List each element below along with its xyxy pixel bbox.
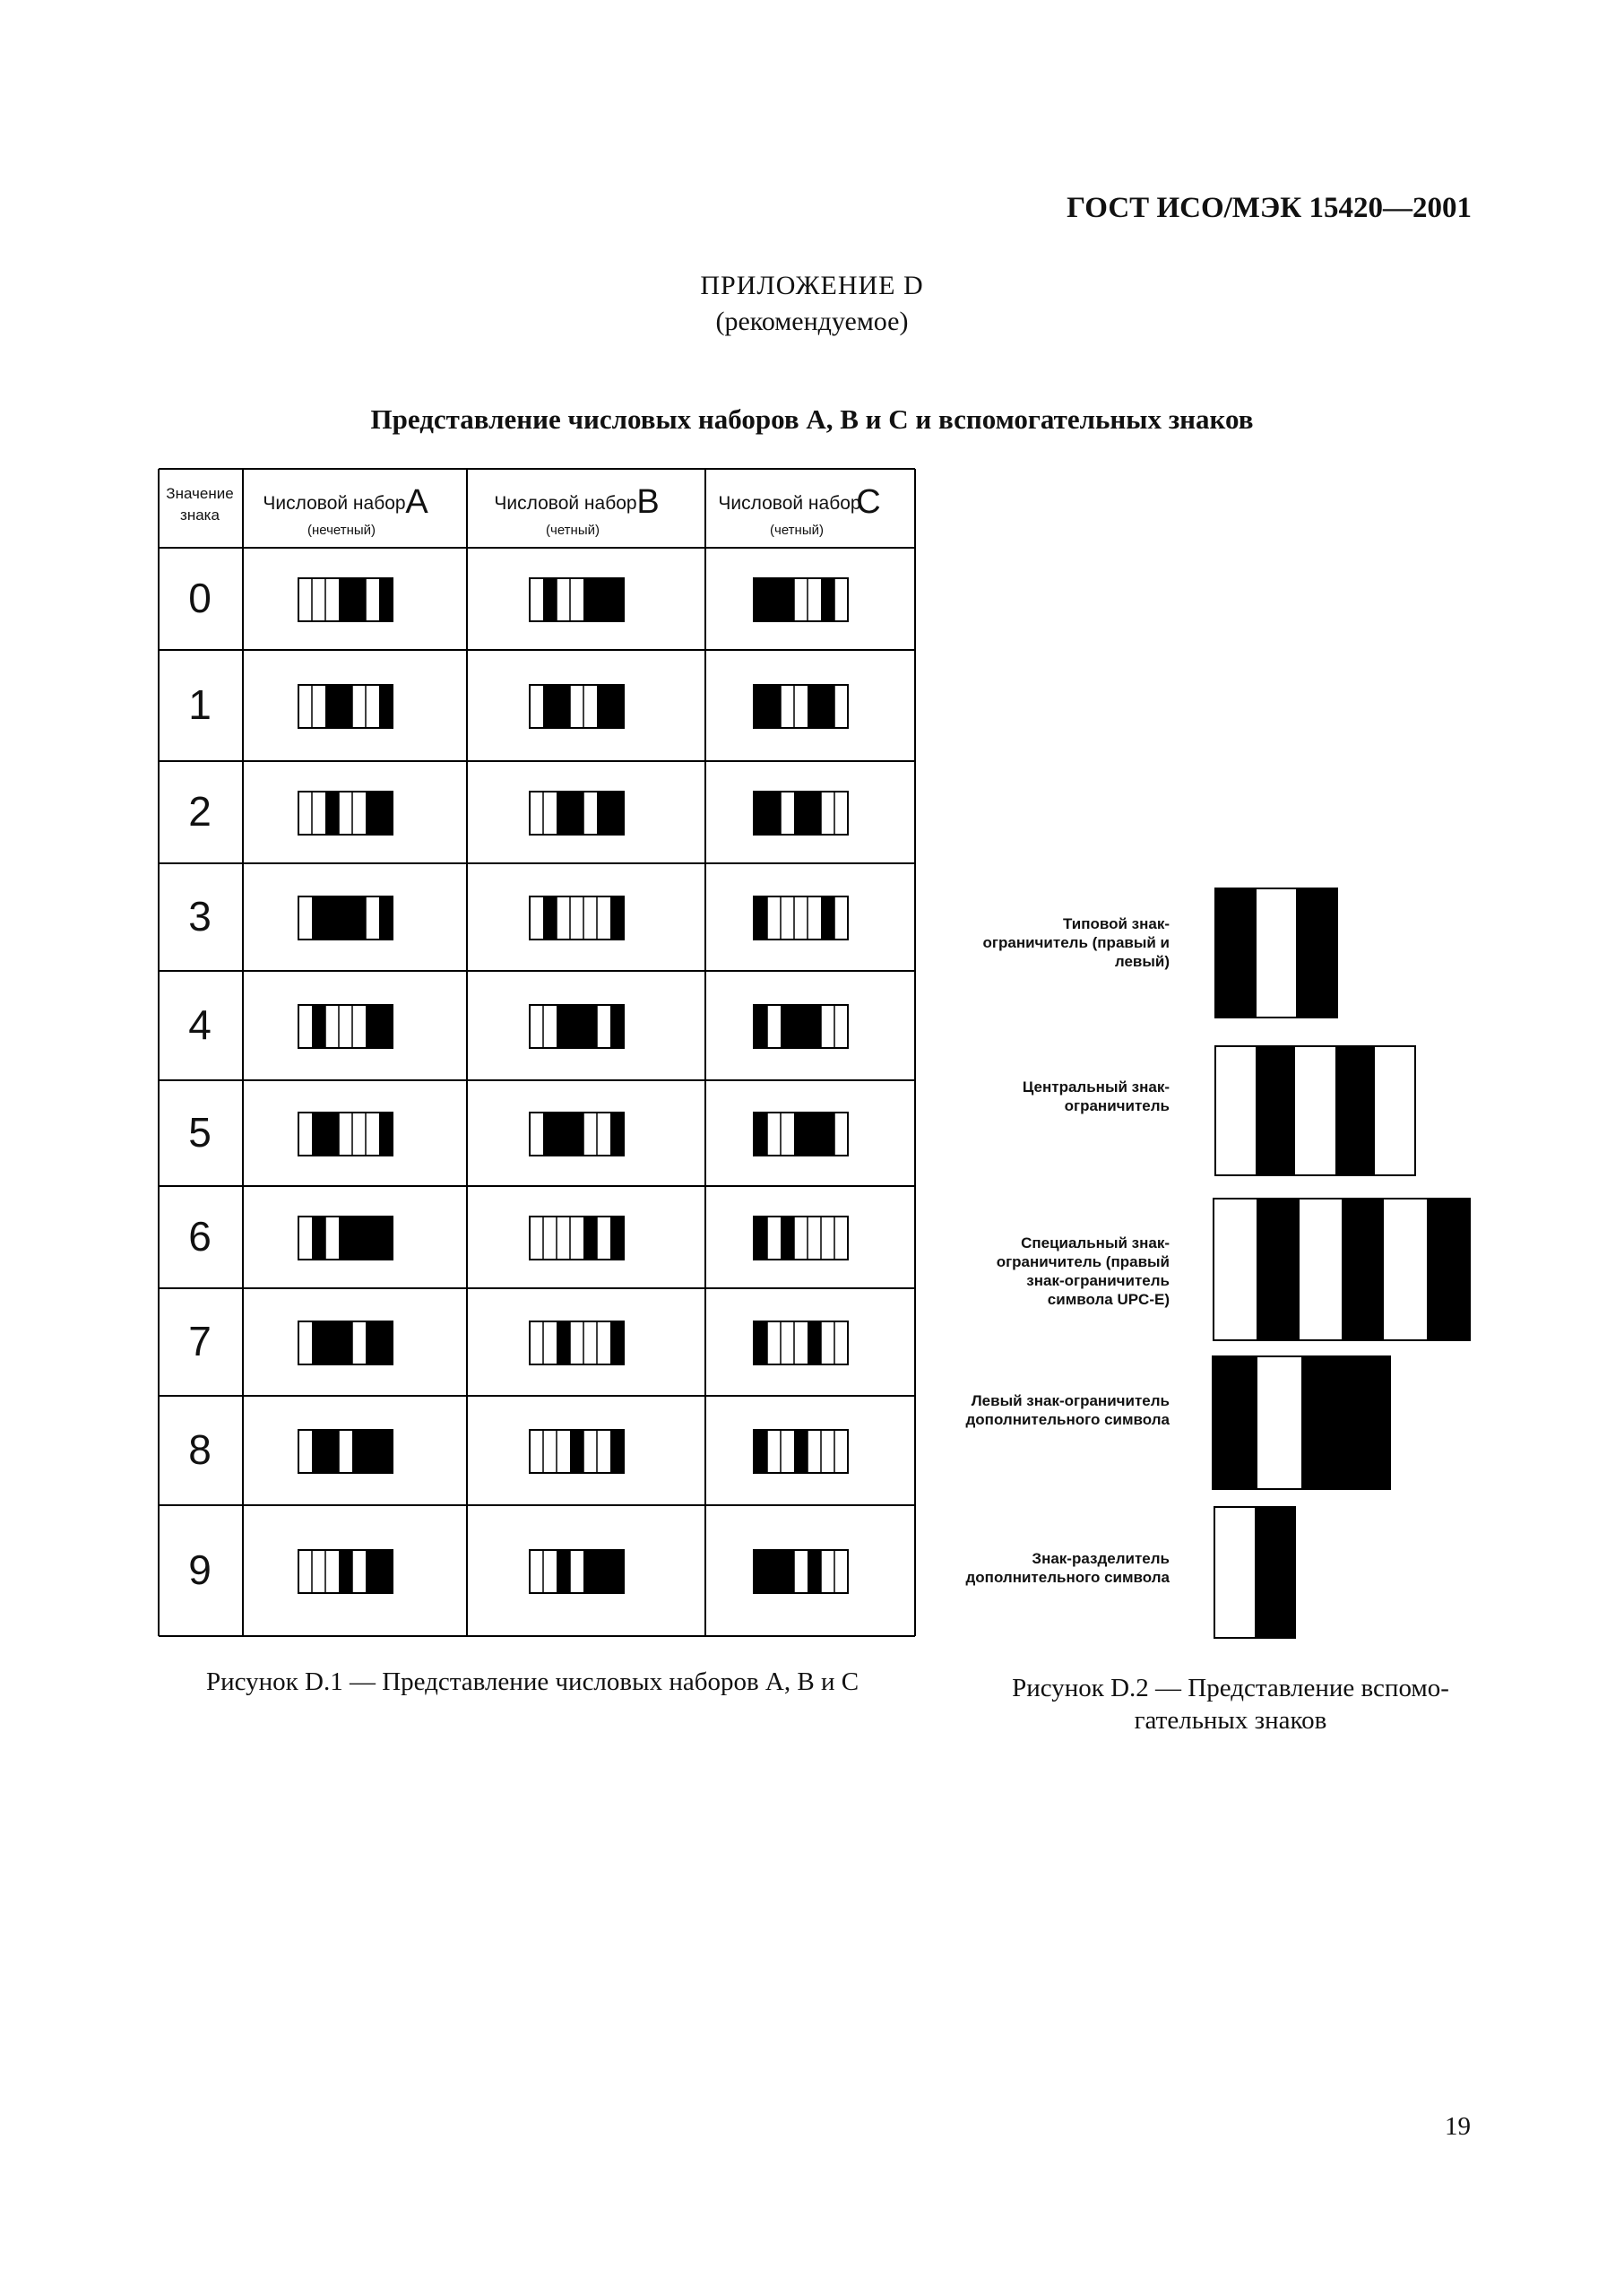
bar-module-A-2-2 <box>325 792 339 835</box>
header-set-parity-C: (четный) <box>770 523 824 538</box>
bar-module-B-1-5 <box>597 685 610 728</box>
bar-module-B-4-3 <box>570 1005 583 1048</box>
bar-module-A-5-2 <box>325 1113 339 1156</box>
aux-symbol-1-module-0 <box>1216 889 1257 1017</box>
bar-module-A-8-4 <box>352 1430 366 1473</box>
digit-label-7: 7 <box>188 1318 212 1364</box>
bar-module-C-5-4 <box>808 1113 821 1156</box>
digit-label-2: 2 <box>188 788 212 835</box>
bar-module-B-9-4 <box>583 1550 597 1593</box>
bar-module-C-2-0 <box>754 792 767 835</box>
digit-label-1: 1 <box>188 681 212 728</box>
bar-module-B-6-4 <box>583 1217 597 1260</box>
aux-symbol-4-module-3 <box>1345 1357 1389 1488</box>
bar-module-C-6-0 <box>754 1217 767 1260</box>
appendix-title: ПРИЛОЖЕНИЕ D <box>700 271 924 300</box>
bar-module-A-0-6 <box>379 578 393 621</box>
bar-module-B-1-1 <box>543 685 557 728</box>
aux-symbol-label-5: Знак-разделитель дополнительного символа <box>965 1550 1170 1586</box>
bar-module-A-9-5 <box>366 1550 379 1593</box>
aux-symbol-2-module-2 <box>1295 1047 1335 1174</box>
figure-d2-caption-line1: Рисунок D.2 — Представление вспомо- <box>1012 1674 1449 1702</box>
bar-module-A-1-2 <box>325 685 339 728</box>
bar-module-A-1-3 <box>339 685 352 728</box>
bar-module-B-5-2 <box>557 1113 570 1156</box>
figure-d1-caption: Рисунок D.1 — Представление числовых наборов А, В и С <box>206 1667 860 1696</box>
bar-module-B-2-2 <box>557 792 570 835</box>
bar-module-C-8-0 <box>754 1430 767 1473</box>
figure-d2-caption <box>993 1672 1468 1736</box>
aux-symbol-5 <box>1214 1506 1296 1639</box>
appendix-subtitle: (рекомендуемое) <box>715 307 909 336</box>
bar-module-A-3-3 <box>339 896 352 940</box>
bar-module-B-3-1 <box>543 896 557 940</box>
aux-symbol-2-module-1 <box>1256 1047 1295 1174</box>
digit-label-9: 9 <box>188 1546 212 1593</box>
bar-module-C-4-2 <box>781 1005 794 1048</box>
aux-symbol-4 <box>1212 1355 1391 1490</box>
bar-module-C-0-5 <box>821 578 834 621</box>
bar-module-A-4-5 <box>366 1005 379 1048</box>
aux-symbol-3-module-5 <box>1427 1199 1469 1339</box>
bar-module-B-7-2 <box>557 1321 570 1364</box>
aux-symbol-1 <box>1214 888 1338 1018</box>
bar-module-A-7-1 <box>312 1321 325 1364</box>
header-set-name-C: Числовой набор <box>718 493 861 514</box>
bar-module-C-5-0 <box>754 1113 767 1156</box>
aux-symbol-4-module-2 <box>1301 1357 1345 1488</box>
header-set-parity-A: (нечетный) <box>307 523 376 538</box>
aux-symbol-5-module-1 <box>1255 1508 1294 1637</box>
bar-module-C-0-2 <box>781 578 794 621</box>
bar-module-A-3-2 <box>325 896 339 940</box>
bar-module-A-7-5 <box>366 1321 379 1364</box>
page-number: 19 <box>1445 2112 1471 2141</box>
aux-symbol-4-module-1 <box>1257 1357 1301 1488</box>
bar-module-C-0-0 <box>754 578 767 621</box>
aux-symbol-3 <box>1213 1198 1471 1341</box>
bar-module-C-1-1 <box>767 685 781 728</box>
bar-module-A-8-6 <box>379 1430 393 1473</box>
header-set-name-A: Числовой набор <box>263 493 406 514</box>
bar-module-B-2-3 <box>570 792 583 835</box>
bar-module-A-3-1 <box>312 896 325 940</box>
bar-module-B-9-6 <box>610 1550 624 1593</box>
bar-module-B-4-6 <box>610 1005 624 1048</box>
digit-label-4: 4 <box>188 1001 212 1048</box>
bar-module-A-5-6 <box>379 1113 393 1156</box>
bar-module-A-6-6 <box>379 1217 393 1260</box>
auxiliary-symbols-figure <box>965 888 1497 1650</box>
aux-symbol-3-module-0 <box>1214 1199 1257 1339</box>
bar-module-B-3-6 <box>610 896 624 940</box>
bar-module-A-5-1 <box>312 1113 325 1156</box>
bar-module-A-1-6 <box>379 685 393 728</box>
bar-module-B-2-6 <box>610 792 624 835</box>
bar-module-B-4-4 <box>583 1005 597 1048</box>
bar-module-A-4-1 <box>312 1005 325 1048</box>
bar-module-C-7-4 <box>808 1321 821 1364</box>
bar-module-A-2-5 <box>366 792 379 835</box>
bar-module-A-3-6 <box>379 896 393 940</box>
bar-module-C-2-3 <box>794 792 808 835</box>
bar-module-C-7-0 <box>754 1321 767 1364</box>
bar-module-C-9-4 <box>808 1550 821 1593</box>
aux-symbol-2 <box>1214 1045 1416 1176</box>
bar-module-C-9-2 <box>781 1550 794 1593</box>
bar-module-A-2-6 <box>379 792 393 835</box>
number-sets-table <box>158 468 916 1637</box>
header-set-parity-B: (четный) <box>546 523 600 538</box>
bar-module-B-8-6 <box>610 1430 624 1473</box>
bar-module-B-0-4 <box>583 578 597 621</box>
bar-module-A-4-6 <box>379 1005 393 1048</box>
bar-module-B-4-2 <box>557 1005 570 1048</box>
bar-module-A-8-2 <box>325 1430 339 1473</box>
header-value-line2: знака <box>180 507 220 524</box>
bar-module-C-2-4 <box>808 792 821 835</box>
aux-symbol-1-module-1 <box>1257 889 1297 1017</box>
bar-module-B-5-3 <box>570 1113 583 1156</box>
aux-symbol-3-module-1 <box>1257 1199 1299 1339</box>
digit-label-8: 8 <box>188 1426 212 1473</box>
bar-module-B-9-5 <box>597 1550 610 1593</box>
aux-symbol-2-module-3 <box>1335 1047 1375 1174</box>
bar-module-B-0-1 <box>543 578 557 621</box>
bar-module-C-4-3 <box>794 1005 808 1048</box>
header-set-name-B: Числовой набор <box>494 493 637 514</box>
bar-module-B-8-3 <box>570 1430 583 1473</box>
bar-module-A-6-3 <box>339 1217 352 1260</box>
aux-symbol-label-4: Левый знак-ограничитель дополнительного символа <box>965 1392 1170 1428</box>
figure-d2-caption-line2: гательных знаков <box>1134 1706 1327 1735</box>
aux-symbol-label-3: Специальный знак-ограничитель (правый знак-ограничитель символа UPC-E) <box>996 1234 1170 1308</box>
bar-module-B-1-6 <box>610 685 624 728</box>
aux-symbol-3-module-4 <box>1384 1199 1426 1339</box>
bar-module-A-6-4 <box>352 1217 366 1260</box>
bar-module-C-1-0 <box>754 685 767 728</box>
bar-module-A-6-5 <box>366 1217 379 1260</box>
bar-module-B-1-2 <box>557 685 570 728</box>
bar-module-C-8-3 <box>794 1430 808 1473</box>
aux-symbol-2-module-0 <box>1216 1047 1256 1174</box>
bar-module-B-6-6 <box>610 1217 624 1260</box>
aux-symbol-label-1: Типовой знак-ограничитель (правый и левый) <box>982 915 1170 970</box>
standard-header: ГОСТ ИСО/МЭК 15420—2001 <box>1067 192 1472 224</box>
bar-module-B-0-5 <box>597 578 610 621</box>
bar-module-C-3-5 <box>821 896 834 940</box>
main-title: Представление числовых наборов А, В и С и вспомогательных знаков <box>370 403 1254 435</box>
header-value-line1: Значение <box>166 485 234 502</box>
bar-module-C-9-0 <box>754 1550 767 1593</box>
bar-module-A-9-6 <box>379 1550 393 1593</box>
header-set-letter-A: A <box>405 483 428 521</box>
digit-label-3: 3 <box>188 893 212 940</box>
aux-symbol-label-2: Центральный знак-ограничитель <box>1022 1078 1170 1114</box>
bar-module-C-3-0 <box>754 896 767 940</box>
aux-symbol-1-module-2 <box>1296 889 1336 1017</box>
bar-module-A-8-1 <box>312 1430 325 1473</box>
bar-module-B-9-2 <box>557 1550 570 1593</box>
digit-label-0: 0 <box>188 575 212 621</box>
bar-module-C-4-4 <box>808 1005 821 1048</box>
bar-module-B-2-5 <box>597 792 610 835</box>
bar-module-A-8-5 <box>366 1430 379 1473</box>
header-set-letter-C: C <box>856 483 881 521</box>
bar-module-A-0-4 <box>352 578 366 621</box>
bar-module-B-0-6 <box>610 578 624 621</box>
number-sets-table-figure <box>158 468 916 1637</box>
bar-module-A-0-3 <box>339 578 352 621</box>
bar-module-B-5-1 <box>543 1113 557 1156</box>
bar-module-C-1-4 <box>808 685 821 728</box>
digit-label-6: 6 <box>188 1213 212 1260</box>
aux-symbol-3-module-2 <box>1300 1199 1342 1339</box>
bar-module-C-5-3 <box>794 1113 808 1156</box>
bar-module-B-5-6 <box>610 1113 624 1156</box>
bar-module-A-3-4 <box>352 896 366 940</box>
aux-symbol-5-module-0 <box>1215 1508 1255 1637</box>
aux-symbol-3-module-3 <box>1342 1199 1384 1339</box>
digit-label-5: 5 <box>188 1109 212 1156</box>
bar-module-B-7-6 <box>610 1321 624 1364</box>
bar-module-A-9-3 <box>339 1550 352 1593</box>
bar-module-C-5-5 <box>821 1113 834 1156</box>
aux-symbol-2-module-4 <box>1375 1047 1414 1174</box>
bar-module-C-4-0 <box>754 1005 767 1048</box>
bar-module-C-0-1 <box>767 578 781 621</box>
bar-module-C-2-1 <box>767 792 781 835</box>
header-set-letter-B: B <box>636 483 660 521</box>
bar-module-A-7-6 <box>379 1321 393 1364</box>
bar-module-A-7-2 <box>325 1321 339 1364</box>
aux-symbol-4-module-0 <box>1214 1357 1257 1488</box>
bar-module-A-7-3 <box>339 1321 352 1364</box>
bar-module-C-9-1 <box>767 1550 781 1593</box>
bar-module-A-6-1 <box>312 1217 325 1260</box>
bar-module-C-1-5 <box>821 685 834 728</box>
bar-module-C-6-2 <box>781 1217 794 1260</box>
